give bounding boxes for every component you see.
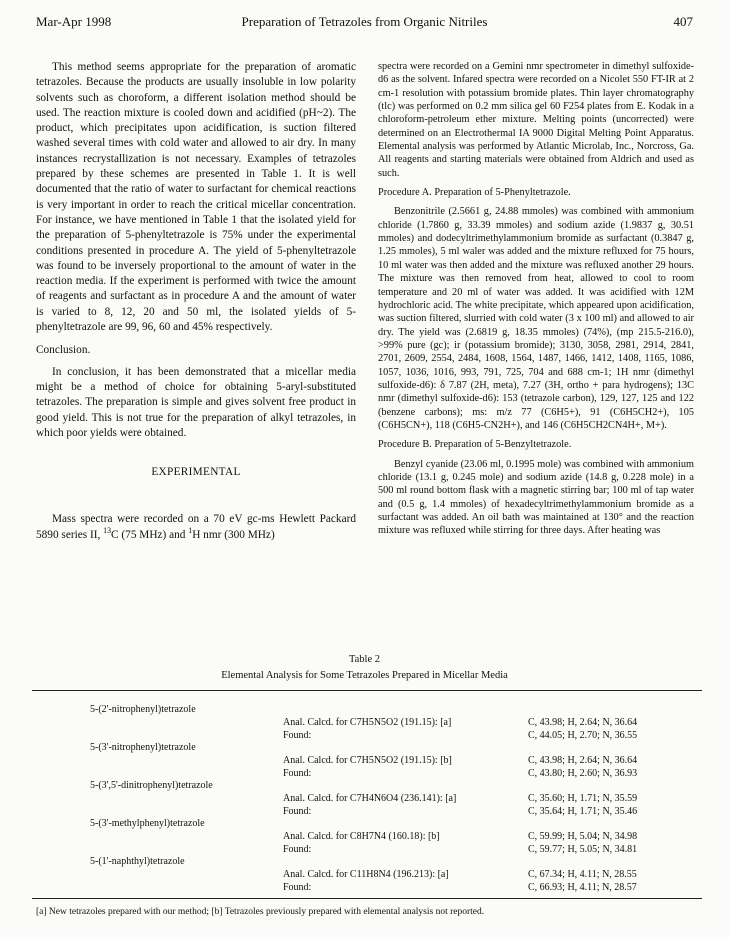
procedure-b-heading: Procedure B. Preparation of 5-Benzyltetrazole.	[378, 439, 572, 451]
analysis-found: Found:	[283, 882, 312, 893]
found-values: C, 44.05; H, 2.70; N, 36.55	[528, 730, 638, 741]
conclusion-heading: Conclusion.	[36, 344, 91, 357]
procedure-a-text: Benzonitrile (2.5661 g, 24.88 mmoles) was combined with ammonium chloride (1.7860 g, 33.39 mmoles) and sodium azide (1.9837 g, 30.51 mmoles) and dodecyltrimethylammonium bromide as surfactant (0.3847 g, 1.25 mmoles), 5 ml waler was added and the mixture refluxed for 75 hours, 10 ml water was then added and the mixture was refluxed another 29 hours. The mixture was then removed from heat, allowed to cool to room temperature and 20 ml of water was added. It was acidified with 12M hydrochloric acid. The white precipitate, which appeared upon acidification, was suction filtered, slurried with cold water (3 x 100 ml) and allowed to air dry. The yield was (2.6819 g, 18.35 mmoles) (74%), (mp 215.5-216.0), >99% pure (gc); ir (potassium bromide); 3130, 3058, 2981, 2914, 2841, 2701, 2609, 2554, 2484, 1608, 1564, 1487, 1466, 1412, 1408, 1165, 1086, 1057, 1036, 1016, 993, 791, 725, 704 and 688 cm-1; 1H nmr (dimethyl sulfoxide-d6): δ 7.87 (2H, meta), 7.27 (3H, ortho + para hydrogens); 13C nmr (dimethyl sulfoxide-d6): 153 (tetrazole carbon), 129, 127, 125 and 122 (benzene carbons); ms: m/z 77 (C6H5+), 91 (C6H5CH2+), 105 (C6H5CN+), 118 (C6H5-CN2H+), and 146 (C6H5CH2CN4H+, M+).	[378, 206, 694, 431]
conclusion-paragraph: In conclusion, it has been demonstrated that a micellar media might be a method of choice for obtaining 5-aryl-substituted tetrazoles. The preparation is simple and gives solvent free product in good yield. This is not true for the preparation of alkyl tetrazoles, in which poor yields were obtained.	[36, 365, 356, 439]
found-values: C, 59.77; H, 5.05; N, 34.81	[528, 844, 638, 855]
found-values: C, 66.93; H, 4.11; N, 28.57	[528, 882, 637, 893]
table-bottom-rule	[32, 898, 702, 899]
running-title: Preparation of Tetrazoles from Organic Nitriles	[241, 14, 488, 29]
analysis-found: Found:	[283, 806, 312, 817]
body-paragraph: spectra were recorded on a Gemini nmr spectrometer in dimethyl sulfoxide-d6 as the solvent. Infared spectra were recorded on a Nicolet 550 FT-IR at 2 cm-1 resolution with potassium bromide plates. Thin layer chromatography (tlc) was performed on 0.2 mm silica gel 60 F254 plates from E. Kodak in a chloroform-petroleum ether mixture. Melting points (uncorrected) were determined on an Electrothermal IA 9000 Digital Melting Point Apparatus. Elemental analysis was performed by Atlantic Microlab, Inc., Norcross, Ga. All reagents and starting materials were obtained from Aldrich and used as such.	[378, 61, 694, 179]
table-footnote: [a] New tetrazoles prepared with our method; [b] Tetrazoles previously prepared with elemental analysis not reported.	[36, 907, 485, 917]
procedure-a-heading: Procedure A. Preparation of 5-Phenyltetrazole.	[378, 187, 571, 199]
analysis-calcd: Anal. Calcd. for C8H7N4 (160.18): [b]	[283, 831, 440, 842]
analysis-calcd: Anal. Calcd. for C11H8N4 (196.213): [a]	[283, 869, 449, 880]
analysis-found: Found:	[283, 730, 312, 741]
found-values: C, 35.64; H, 1.71; N, 35.46	[528, 806, 638, 817]
calcd-values: C, 59.99; H, 5.04; N, 34.98	[528, 831, 638, 842]
calcd-values: C, 35.60; H, 1.71; N, 35.59	[528, 793, 638, 804]
analysis-calcd: Anal. Calcd. for C7H5N5O2 (191.15): [b]	[283, 755, 452, 766]
experimental-paragraph: Mass spectra were recorded on a 70 eV gc-ms Hewlett Packard 5890 series II, $^{13}$C (75 MHz) and $^1$H nmr (300 MHz)	[36, 513, 356, 541]
calcd-values: C, 43.98; H, 2.64; N, 36.64	[528, 717, 638, 728]
analysis-calcd: Anal. Calcd. for C7H4N6O4 (236.141): [a]	[283, 793, 457, 804]
compound-name: 5-(3',5'-dinitrophenyl)tetrazole	[90, 780, 213, 791]
body-paragraph: This method seems appropriate for the preparation of aromatic tetrazoles. Because the products are usually insoluble in low polarity solvents such as choroform, a different isolation method should be used. The reaction mixture is cooled down and acidified (pH~2). The product, which precipitates upon acidification, is suction filtered washed several times with cold water and allowed to air dry. In many instances recrystallization is not necessary. Examples of tetrazoles prepared by these schemes are presented in Table 1. It is well documented that the ratio of water to surfactant for chemical reactions is very important in order to reach the critical micellar concentration. For instance, we have mentioned in Table 1 that the isolated yield for the preparation of 5-phenyltetrazole is 75% under the experimental conditions presented in procedure A. The yield of 5-phenyltetrazole was found to be inversely proportional to the amount of water in the reaction media. If the experiment is performed with twice the amount of reagents and surfactant as in procedure A and the amount of water is varied to 8, 12, 20 and 50 ml, the isolated yields of 5-phenyltetrazole are 99, 96, 60 and 45% respectively.	[36, 61, 356, 334]
page-number: 407	[673, 14, 693, 29]
found-values: C, 43.80; H, 2.60; N, 36.93	[528, 768, 638, 779]
right-column	[378, 60, 694, 538]
calcd-values: C, 67.34; H, 4.11; N, 28.55	[528, 869, 637, 880]
compound-name: 5-(3'-nitrophenyl)tetrazole	[90, 742, 196, 753]
calcd-values: C, 43.98; H, 2.64; N, 36.64	[528, 755, 638, 766]
compound-name: 5-(3'-methylphenyl)tetrazole	[90, 818, 205, 829]
issue-date: Mar-Apr 1998	[36, 14, 112, 29]
analysis-calcd: Anal. Calcd. for C7H5N5O2 (191.15): [a]	[283, 717, 452, 728]
procedure-b-text: Benzyl cyanide (23.06 ml, 0.1995 mole) was combined with ammonium chloride (13.1 g, 0.245 mole) and sodium azide (14.8 g, 0.228 mole) in a 500 ml round bottom flask with a magnetic stirring bar; 100 ml of tap water and (0.5 g, 1.4 mmoles) of hexadecyltrimethylammonium bromide as a surfactant was added. An oil bath was maintained at 130° and the reaction mixture was refluxed while stirring for three days. After heating was	[378, 458, 694, 537]
compound-name: 5-(1'-naphthyl)tetrazole	[90, 856, 185, 867]
analysis-found: Found:	[283, 844, 312, 855]
left-column	[36, 60, 356, 543]
running-header	[36, 14, 693, 32]
table-top-rule	[32, 690, 702, 691]
analysis-found: Found:	[283, 768, 312, 779]
table-caption: Elemental Analysis for Some Tetrazoles Prepared in Micellar Media	[221, 670, 508, 681]
table-title: Table 2	[348, 654, 381, 665]
experimental-heading: EXPERIMENTAL	[151, 466, 241, 479]
compound-name: 5-(2'-nitrophenyl)tetrazole	[90, 704, 196, 715]
